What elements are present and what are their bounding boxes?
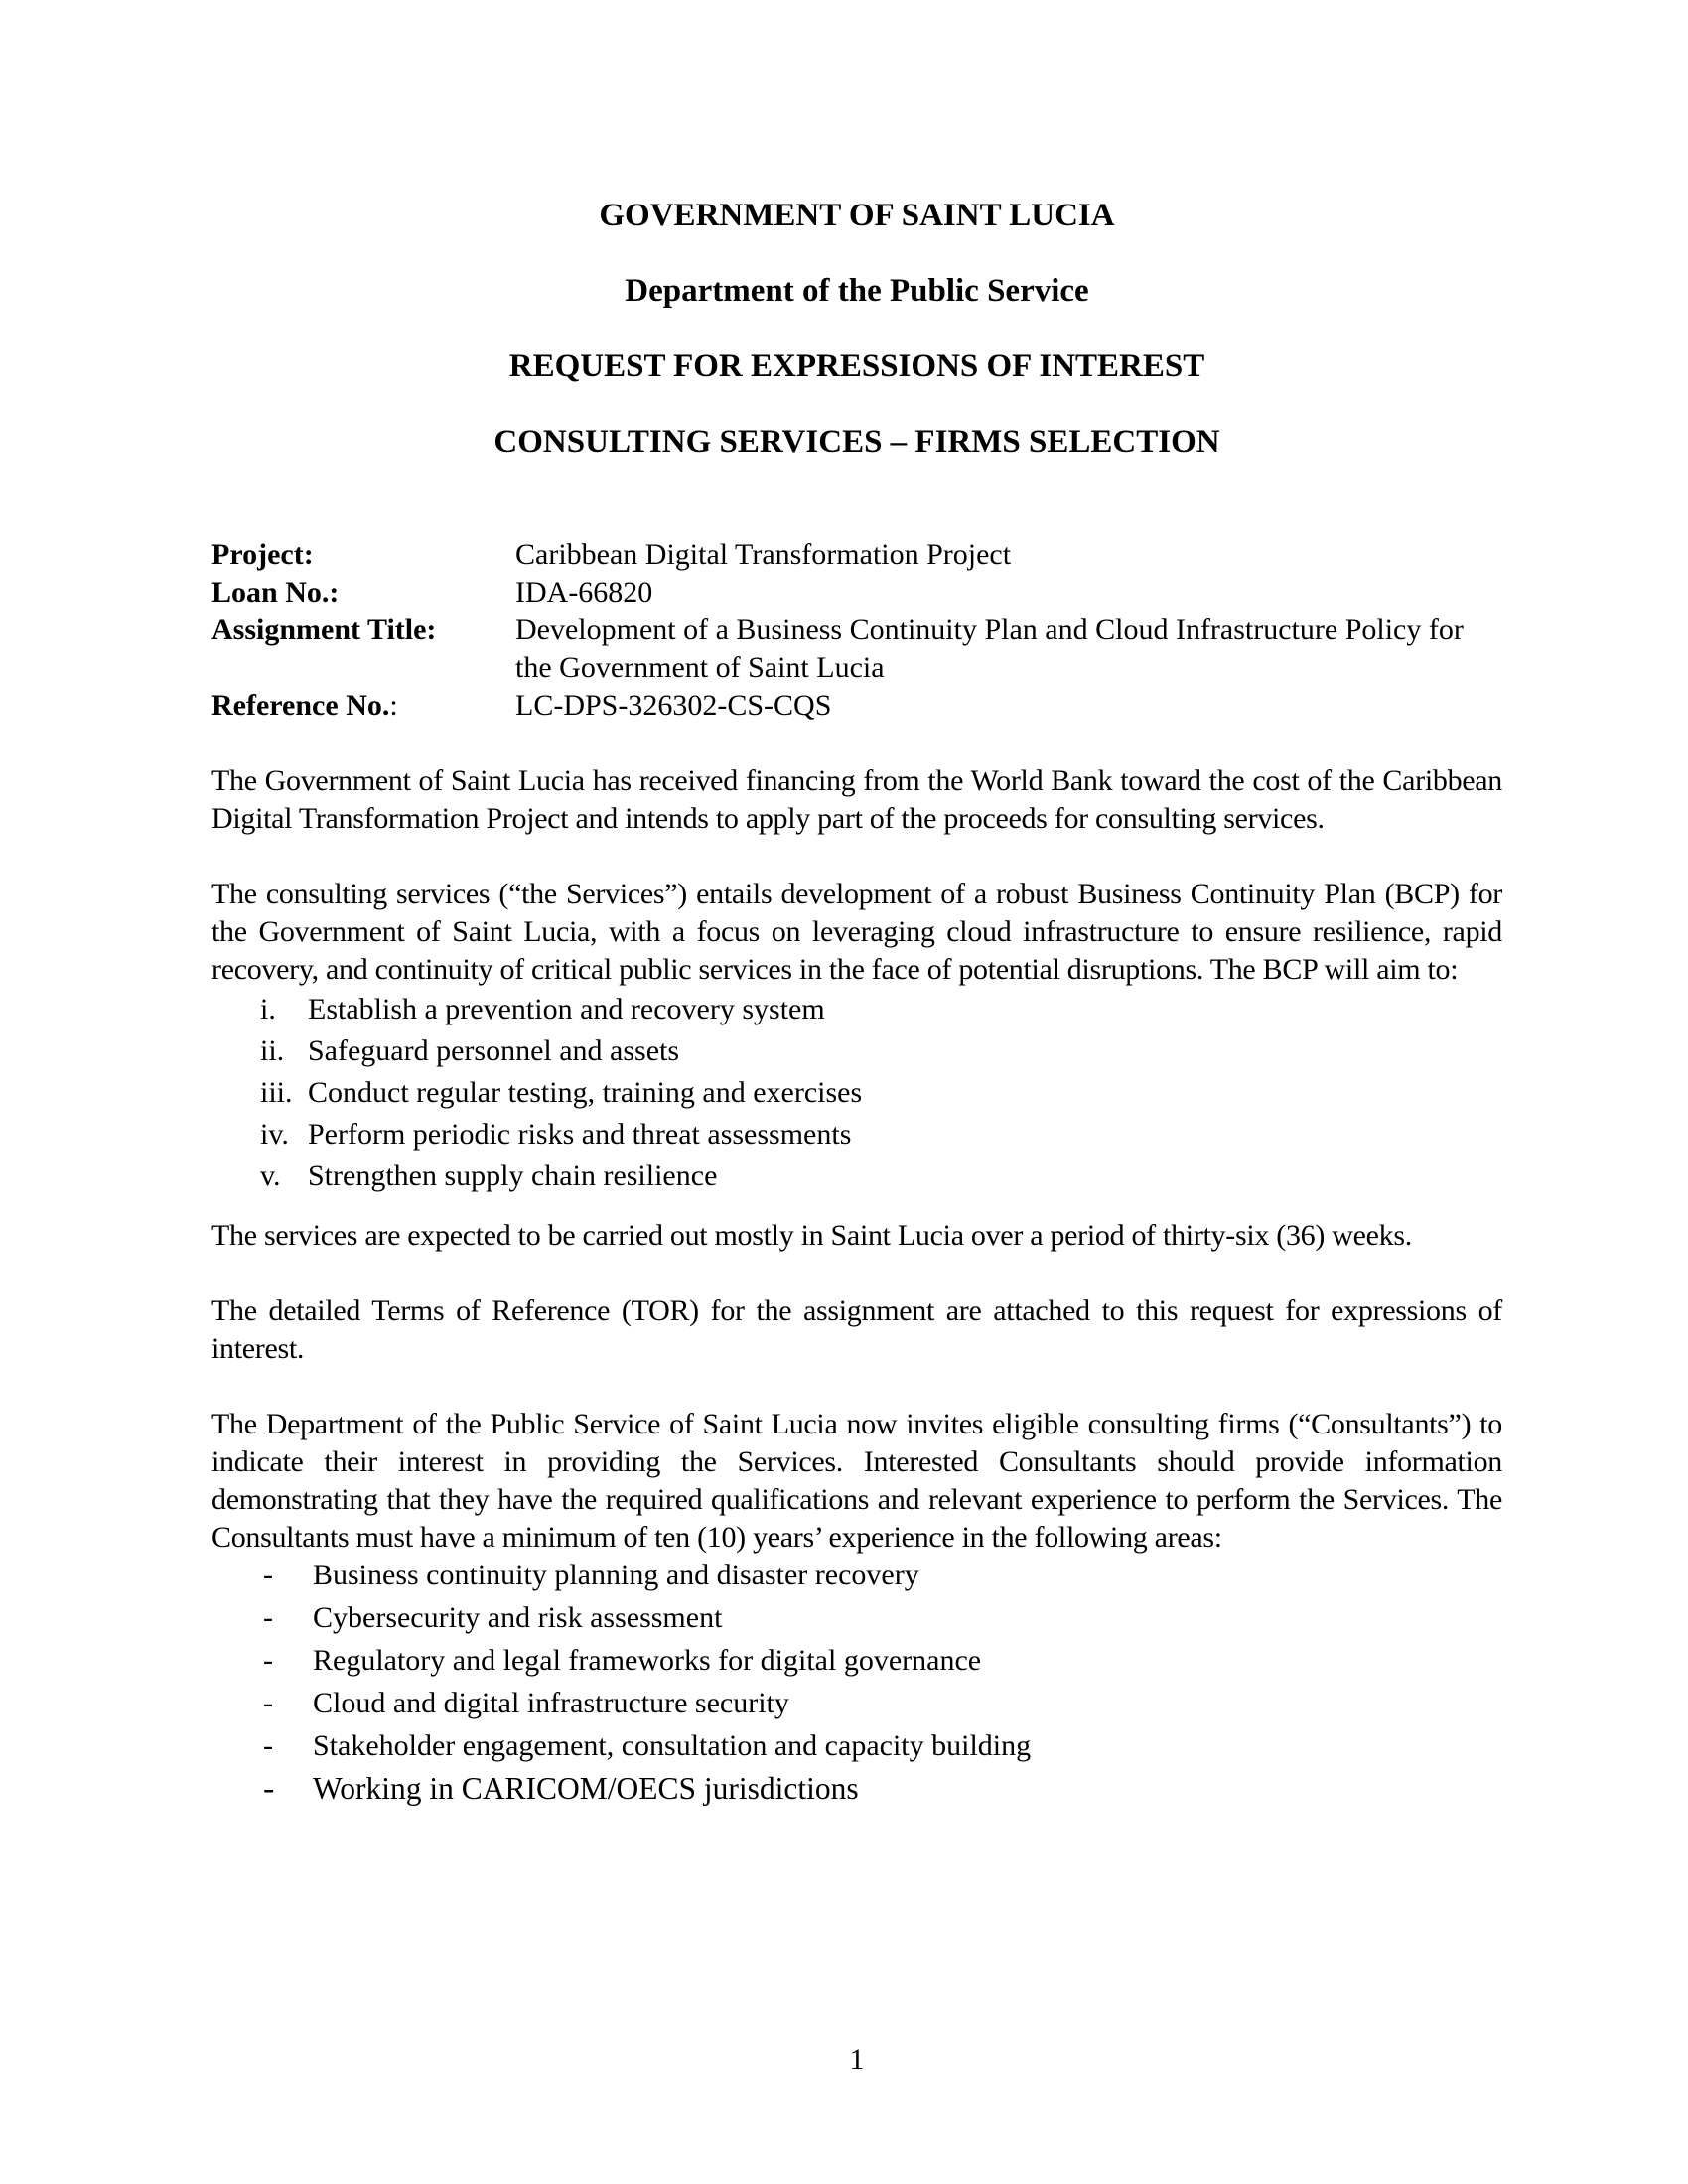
- list-item: [211, 1685, 1502, 1722]
- list-item: [211, 989, 1502, 1030]
- list-item: [211, 1727, 1502, 1765]
- experience-areas-list: [211, 1557, 1502, 1808]
- page-number: 1: [849, 2043, 865, 2076]
- doc-title-consulting: CONSULTING SERVICES – FIRMS SELECTION: [493, 424, 1220, 460]
- info-row-loan: [211, 574, 1502, 612]
- dash-bullet: -: [263, 1770, 275, 1807]
- dash-bullet: -: [263, 1644, 273, 1677]
- list-item-text: Regulatory and legal frameworks for digital governance: [313, 1644, 982, 1677]
- info-row-project: [211, 536, 1502, 574]
- paragraph-services-description: The consulting services (“the Services”) entails development of a robust Business Continuity Plan (BCP) for the Government of Saint Lucia, with a focus on leveraging cloud infrastructure to ensure resilience, rapid recovery, and continuity of critical public services in the face of potential disruptions. The BCP will aim to:: [211, 878, 1502, 986]
- list-numeral: iii.: [260, 1076, 293, 1109]
- list-item-text: Cloud and digital infrastructure security: [313, 1687, 789, 1719]
- assignment-label: Assignment Title:: [211, 614, 437, 646]
- list-item: [211, 1030, 1502, 1072]
- document-header: [211, 197, 1502, 461]
- list-item-text: Stakeholder engagement, consultation and capacity building: [313, 1729, 1032, 1762]
- assignment-value: Development of a Business Continuity Plan and Cloud Infrastructure Policy for the Government of Saint Lucia: [515, 614, 1464, 684]
- paragraph-financing: The Government of Saint Lucia has received financing from the World Bank toward the cost of the Caribbean Digital Transformation Project and intends to apply part of the proceeds for consulting services.: [211, 764, 1502, 835]
- reference-value: LC-DPS-326302-CS-CQS: [515, 689, 832, 722]
- doc-title-government: GOVERNMENT OF SAINT LUCIA: [599, 198, 1115, 233]
- paragraph-invitation: The Department of the Public Service of Saint Lucia now invites eligible consulting firms (“Consultants”) to indicate their interest in providing the Services. Interested Consultants should provide information demonstrating that they have the required qualifications and relevant experience to perform the Services. The Consultants must have a minimum of ten (10) years’ experience in the following areas:: [211, 1408, 1502, 1554]
- list-numeral: v.: [260, 1160, 281, 1192]
- list-item-text: Working in CARICOM/OECS jurisdictions: [313, 1771, 859, 1806]
- list-item: [211, 1642, 1502, 1680]
- list-item-text: Perform periodic risks and threat assessments: [308, 1118, 852, 1151]
- reference-label-colon: :: [389, 689, 398, 722]
- info-row-reference: [211, 687, 1502, 725]
- bcp-aims-list: [211, 989, 1502, 1197]
- dash-bullet: -: [263, 1687, 273, 1719]
- project-value: Caribbean Digital Transformation Project: [515, 538, 1012, 571]
- info-row-assignment: [211, 612, 1502, 687]
- dash-bullet: -: [263, 1729, 273, 1762]
- list-item-text: Cybersecurity and risk assessment: [313, 1601, 723, 1634]
- dash-bullet: -: [263, 1601, 273, 1634]
- list-item: [211, 1557, 1502, 1594]
- list-item: [211, 1114, 1502, 1156]
- loan-label: Loan No.:: [211, 576, 340, 609]
- paragraph-duration: The services are expected to be carried out mostly in Saint Lucia over a period of thirty-six (36) weeks.: [211, 1219, 1412, 1252]
- list-numeral: ii.: [260, 1034, 285, 1067]
- list-numeral: iv.: [260, 1118, 289, 1151]
- reference-label: [211, 687, 515, 725]
- list-item: [211, 1156, 1502, 1197]
- doc-title-request: REQUEST FOR EXPRESSIONS OF INTEREST: [508, 348, 1205, 384]
- project-info-table: [211, 536, 1502, 725]
- list-item: [211, 1599, 1502, 1637]
- list-item-text: Business continuity planning and disaster recovery: [313, 1559, 919, 1591]
- list-item-text: Conduct regular testing, training and exercises: [308, 1076, 863, 1109]
- paragraph-tor: The detailed Terms of Reference (TOR) for the assignment are attached to this request for expressions of interest.: [211, 1295, 1502, 1365]
- loan-value: IDA-66820: [515, 576, 653, 609]
- project-label: Project:: [211, 538, 314, 571]
- list-item-text: Strengthen supply chain resilience: [308, 1160, 718, 1192]
- reference-label-bold: Reference No.: [211, 689, 390, 722]
- list-item: [211, 1770, 1502, 1808]
- list-numeral: i.: [260, 993, 276, 1025]
- list-item: [211, 1072, 1502, 1114]
- doc-title-department: Department of the Public Service: [625, 273, 1089, 309]
- list-item-text: Safeguard personnel and assets: [308, 1034, 680, 1067]
- list-item-text: Establish a prevention and recovery system: [308, 993, 825, 1025]
- dash-bullet: -: [263, 1559, 273, 1591]
